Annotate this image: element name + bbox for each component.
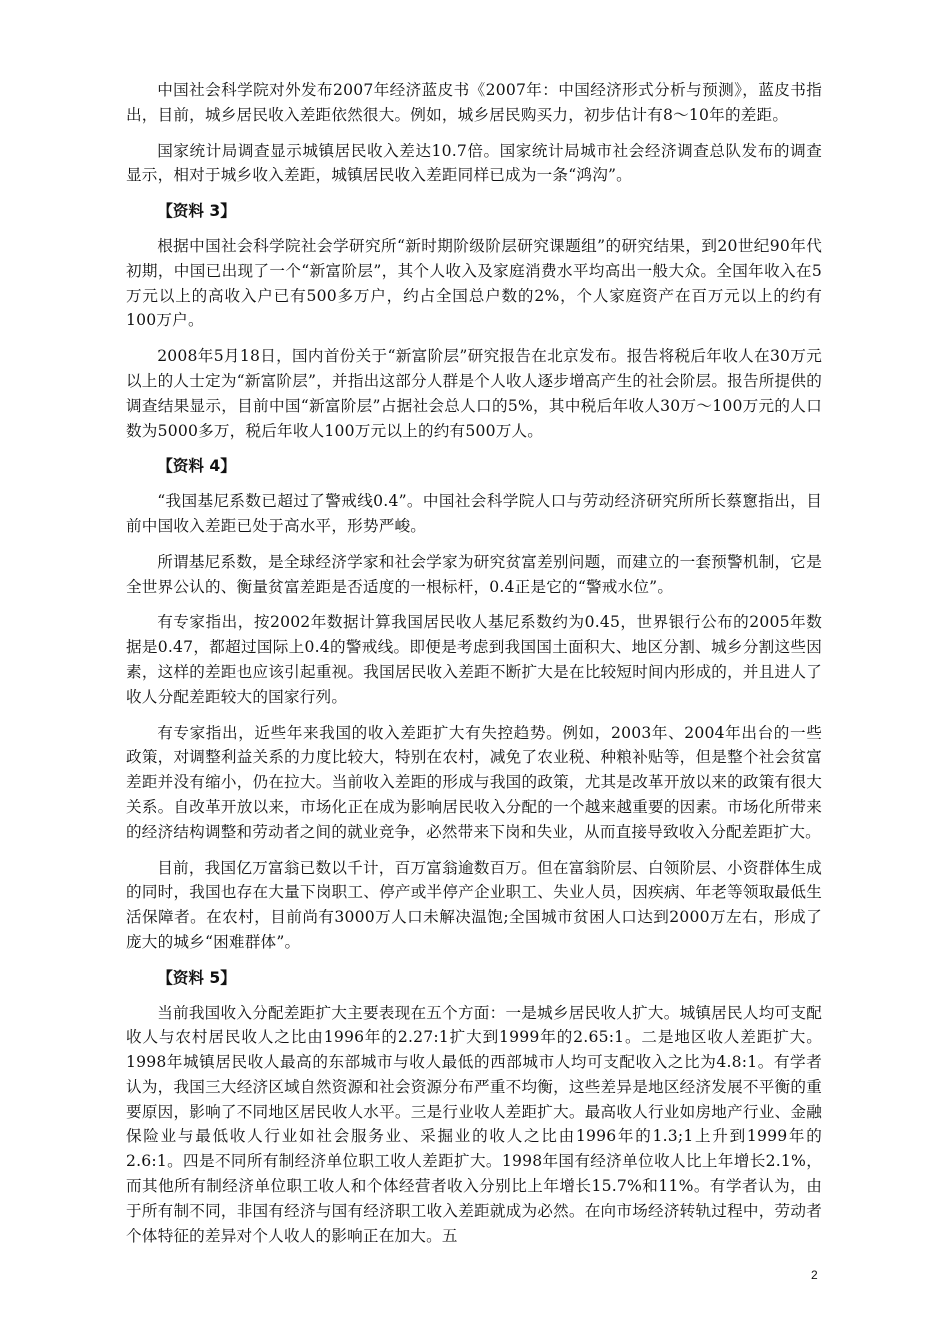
paragraph: 国家统计局调查显示城镇居民收入差达10.7倍。国家统计局城市社会经济调查总队发布的调查显示，相对于城乡收入差距，城镇居民收入差距同样已成为一条“鸿沟”。 bbox=[126, 141, 822, 185]
section-heading: 【资料 3】 bbox=[157, 202, 236, 221]
page-number: 2 bbox=[811, 1268, 818, 1282]
section-heading: 【资料 5】 bbox=[157, 968, 236, 987]
paragraph: “我国基尼系数已超过了警戒线0.4”。中国社会科学院人口与劳动经济研究所所长蔡窻指出，目前中国收入差距已处于高水平，形势严峻。 bbox=[126, 492, 822, 535]
paragraph: 2008年5月18日，国内首份关于“新富阶层”研究报告在北京发布。报告将税后年收人在30万元以上的人士定为“新富阶层”，并指出这部分人群是个人收人逐步增高产生的社会阶层。报告所提供的调查结果显示，目前中国“新富阶层”占据社会总人口的5%，其中税后年收人30万～100万元的人口数为5000多万，税后年收人100万元以上的约有500万人。 bbox=[126, 347, 822, 440]
paragraph: 所谓基尼系数，是全球经济学家和社会学家为研究贫富差别问题，而建立的一套预警机制，它是全世界公认的、衡量贫富差距是否适度的一根标杆，0.4正是它的“警戒水位”。 bbox=[126, 552, 822, 596]
paragraph: 目前，我国亿万富翁已数以千计，百万富翁逾数百万。但在富翁阶层、白领阶层、小资群体生成的同时，我国也存在大量下岗职工、停产或半停产企业职工、失业人员，因疾病、年老等领取最低生活保障者。在农村，目前尚有3000万人口未解决温饱;全国城市贫困人口达到2000万左右，形成了庞大的城乡“困难群体”。 bbox=[126, 858, 822, 951]
paragraph: 当前我国收入分配差距扩大主要表现在五个方面：一是城乡居民收人扩大。城镇居民人均可支配收人与农村居民收人之比由1996年的2.27:1扩大到1999年的2.65:1。二是地区收人差距扩大。1998年城镇居民收人最高的东部城市与收人最低的西部城市人均可支配收入之比为4.8:1。有学者认为，我国三大经济区域自然资源和社会资源分布严重不均衡，这些差异是地区经济发展不平衡的重要原因，影响了不同地区居民收人水平。三是行业收人差距扩大。最高收人行业如房地产行业、金融保险业与最低收人行业如社会服务业、采掘业的收人之比由1996年的1.3;1上升到1999年的2.6:1。四是不同所有制经济单位职工收人差距扩大。1998年国有经济单位收人比上年增长2.1%，而其他所有制经济单位职工收人和个体经营者收入分别比上年增长15.7%和11%。有学者认为，由于所有制不同，非国有经济与国有经济职工收入差距就成为必然。在向市场经济转轨过程中，劳动者个体特征的差异对个人收人的影响正在加大。五 bbox=[126, 1003, 822, 1245]
paragraph: 有专家指出，按2002年数据计算我国居民收人基尼系数约为0.45，世界银行公布的2005年数据是0.47，都超过国际上0.4的警戒线。即便是考虑到我国国土面积大、地区分割、城乡分割这些因素，这样的差距也应该引起重视。我国居民收入差距不断扩大是在比较短时间内形成的，并且进人了收人分配差距较大的国家行列。 bbox=[126, 613, 822, 706]
page-content bbox=[126, 78, 822, 1259]
paragraph: 有专家指出，近些年来我国的收入差距扩大有失控趋势。例如，2003年、2004年出台的一些政策，对调整利益关系的力度比较大，特别在农村，减免了农业税、种粮补贴等，但是整个社会贫富差距并没有缩小，仍在拉大。当前收入差距的形成与我国的政策，尤其是改革开放以来的政策有很大关系。自改革开放以来，市场化正在成为影响居民收入分配的一个越来越重要的因素。市场化所带来的经济结构调整和劳动者之间的就业竞争，必然带来下岗和失业，从而直接导致收入分配差距扩大。 bbox=[126, 723, 822, 841]
paragraph: 根据中国社会科学院社会学研究所“新时期阶级阶层研究课题组”的研究结果，到20世纪90年代初期，中国已出现了一个“新富阶层”，其个人收入及家庭消费水平均高出一般大众。全国年收入在5万元以上的高收入户已有500多万户，约占全国总户数的2%，个人家庭资产在百万元以上的约有100万户。 bbox=[126, 236, 822, 330]
section-heading: 【资料 4】 bbox=[157, 457, 236, 476]
paragraph: 中国社会科学院对外发布2007年经济蓝皮书《2007年：中国经济形式分析与预测》，蓝皮书指出，目前，城乡居民收入差距依然很大。例如，城乡居民购买力，初步估计有8～10年的差距。 bbox=[126, 81, 822, 124]
